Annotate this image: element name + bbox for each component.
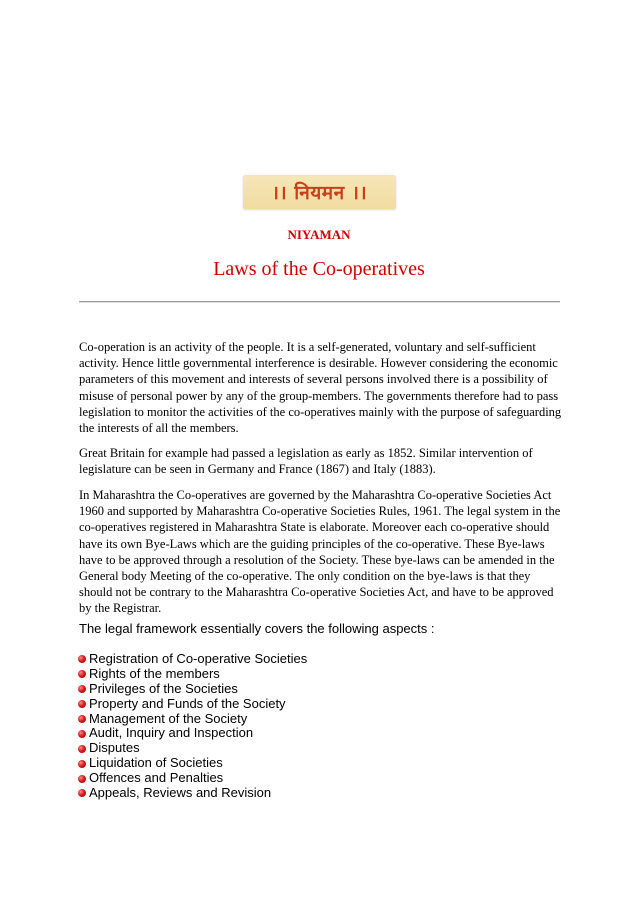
list-item (78, 786, 307, 801)
aspect-label: Rights of the members (89, 665, 220, 681)
maharashtra-paragraph: In Maharashtra the Co-operatives are governed by the Maharashtra Co-operative Societies Act 1960 and supported by Maharashtra Co-operative Societies Rules, 1961. The legal system in the co-operatives registered in Maharashtra State is elaborate. Moreover each co-operative should have its own Bye-Laws which are the guiding principles of the co-operative. These Bye-laws have to be approved through a resolution of the Society. These bye-laws can be amended in the General body Meeting of the co-operative. The only condition on the bye-laws is that they should not be contrary to the Maharashtra Co-operative Societies Act, and have to be approved by the Registrar. (79, 488, 561, 616)
list-item (78, 756, 307, 771)
aspect-label: Disputes (89, 740, 140, 756)
list-item (78, 697, 307, 712)
aspect-label: Audit, Inquiry and Inspection (89, 725, 254, 741)
aspect-label: Appeals, Reviews and Revision (89, 785, 272, 801)
aspect-label: Property and Funds of the Society (89, 695, 286, 711)
framework-intro: The legal framework essentially covers the following aspects : (79, 621, 435, 636)
red-ball-bullet-icon (78, 760, 86, 768)
list-item (78, 741, 307, 756)
red-ball-bullet-icon (78, 655, 86, 663)
horizontal-divider (79, 301, 560, 303)
red-ball-bullet-icon (78, 700, 86, 708)
red-ball-bullet-icon (78, 789, 86, 797)
aspect-label: Liquidation of Societies (89, 755, 223, 771)
red-ball-bullet-icon (78, 670, 86, 678)
intro-paragraph: Co-operation is an activity of the people. It is a self-generated, voluntary and self-sufficient activity. Hence little governmental interference is desirable. However considering the economic parameters of this movement and interests of several persons involved there is a possibility of misuse of personal power by any of the group-members. The governments therefore had to pass legislation to monitor the activities of the co-operatives mainly with the purpose of safeguarding the interests of all the members. (79, 340, 562, 436)
list-item (78, 667, 307, 682)
banner-text: ।। नियमन ।। (271, 182, 368, 204)
list-item (78, 652, 307, 667)
list-item (78, 771, 307, 786)
red-ball-bullet-icon (78, 745, 86, 753)
aspect-label: Offences and Penalties (89, 770, 224, 786)
aspect-label: Management of the Society (89, 710, 248, 726)
aspect-label: Privileges of the Societies (89, 680, 238, 696)
red-ball-bullet-icon (78, 685, 86, 693)
list-item (78, 712, 307, 727)
list-item (78, 682, 307, 697)
aspect-label: Registration of Co-operative Societies (89, 651, 308, 666)
list-item (78, 726, 307, 741)
history-paragraph: Great Britain for example had passed a legislation as early as 1852. Similar intervention of legislature can be seen in Germany and France (1867) and Italy (1883). (79, 446, 533, 477)
aspects-list (78, 652, 307, 801)
page-title: Laws of the Co-operatives (213, 258, 425, 280)
page-subtitle: NIYAMAN (287, 227, 351, 242)
red-ball-bullet-icon (78, 730, 86, 738)
red-ball-bullet-icon (78, 715, 86, 723)
red-ball-bullet-icon (78, 775, 86, 783)
niyaman-banner-logo (243, 175, 396, 209)
